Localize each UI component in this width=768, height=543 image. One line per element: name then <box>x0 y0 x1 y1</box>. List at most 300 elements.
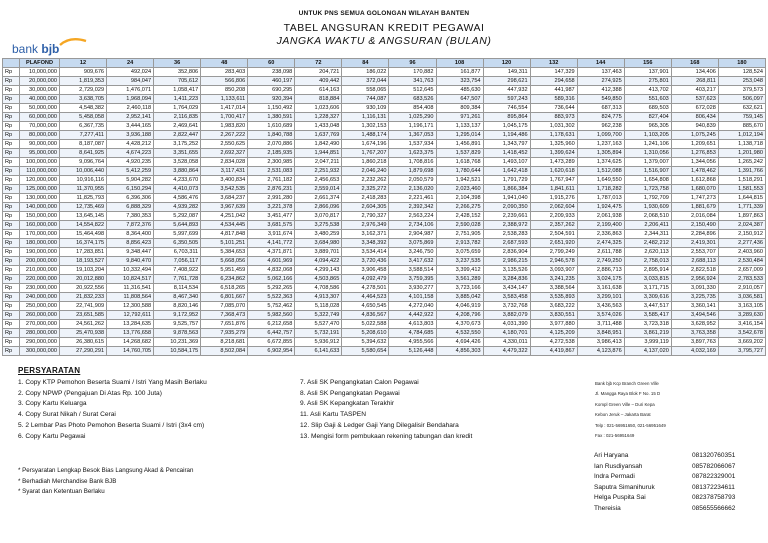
installment-cell: 4,650,545 <box>342 302 389 311</box>
installment-cell: 1,201,980 <box>718 149 765 158</box>
bank-address-block <box>595 379 666 441</box>
installment-cell: 1,305,894 <box>577 149 624 158</box>
installment-cell: 14,760,705 <box>107 347 154 356</box>
installment-cell: 558,065 <box>342 86 389 95</box>
header-term-132: 132 <box>530 59 577 68</box>
installment-cell: 1,915,276 <box>530 194 577 203</box>
installment-cell: 4,233,670 <box>154 176 201 185</box>
installment-cell: 3,906,458 <box>342 266 389 275</box>
installment-cell: 1,418,452 <box>483 149 530 158</box>
plafond-cell: 100,000,000 <box>20 158 60 167</box>
installment-cell: 3,417,632 <box>389 257 436 266</box>
header-term-156: 156 <box>624 59 671 68</box>
installment-cell: 8,218,681 <box>201 338 248 347</box>
installment-cell: 2,956,924 <box>671 275 718 284</box>
installment-cell: 1,411,223 <box>154 95 201 104</box>
installment-cell: 3,221,378 <box>248 203 295 212</box>
installment-cell: 3,447,517 <box>624 302 671 311</box>
contact-name: Saputra Simanihuruk <box>594 483 655 491</box>
table-row <box>3 248 766 257</box>
installment-cell: 8,467,340 <box>154 293 201 302</box>
installment-cell: 372,044 <box>342 77 389 86</box>
installment-cell: 460,197 <box>248 77 295 86</box>
installment-cell: 6,801,667 <box>201 293 248 302</box>
installment-cell: 597,243 <box>483 95 530 104</box>
currency-label: Rp <box>3 320 20 329</box>
table-header-row <box>3 59 766 68</box>
installment-cell: 3,684,980 <box>295 239 342 248</box>
contact-phone: 082378758793 <box>692 494 736 502</box>
installment-cell: 10,231,369 <box>154 338 201 347</box>
currency-label: Rp <box>3 275 20 284</box>
installment-cell: 1,488,174 <box>342 131 389 140</box>
installment-cell: 1,194,486 <box>483 131 530 140</box>
installment-cell: 672,028 <box>671 104 718 113</box>
requirement-item: 8. Asli SK Pengangkatan Pegawai <box>300 389 400 397</box>
currency-label: Rp <box>3 302 20 311</box>
installment-cell: 4,371,871 <box>248 248 295 257</box>
installment-cell: 15,464,498 <box>60 230 107 239</box>
installment-cell: 1,637,769 <box>295 131 342 140</box>
installment-cell: 7,085,070 <box>201 302 248 311</box>
installment-cell: 1,620,618 <box>530 167 577 176</box>
installment-cell: 537,623 <box>671 95 718 104</box>
currency-label: Rp <box>3 167 20 176</box>
installment-cell: 4,125,209 <box>530 329 577 338</box>
installment-cell: 4,532,550 <box>436 329 483 338</box>
installment-cell: 1,391,766 <box>718 167 765 176</box>
installment-cell: 614,163 <box>295 86 342 95</box>
installment-cell: 2,136,020 <box>389 185 436 194</box>
installment-cell: 1,968,094 <box>107 95 154 104</box>
installment-cell: 1,983,820 <box>201 122 248 131</box>
installment-cell: 4,046,919 <box>436 302 483 311</box>
installment-cell: 744,087 <box>342 95 389 104</box>
page-title: TABEL ANGSURAN KREDIT PEGAWAI <box>283 22 485 34</box>
installment-cell: 238,098 <box>248 68 295 77</box>
installment-cell: 4,920,235 <box>107 158 154 167</box>
plafond-cell: 110,000,000 <box>20 167 60 176</box>
installment-cell: 3,451,477 <box>248 212 295 221</box>
plafond-cell: 60,000,000 <box>20 113 60 122</box>
table-row <box>3 329 766 338</box>
installment-cell: 4,272,040 <box>389 302 436 311</box>
installment-cell: 2,403,960 <box>718 248 765 257</box>
installment-cell: 19,103,204 <box>60 266 107 275</box>
currency-label: Rp <box>3 266 20 275</box>
installment-cell: 2,456,653 <box>295 176 342 185</box>
installment-cell: 27,290,291 <box>60 347 107 356</box>
currency-label: Rp <box>3 212 20 221</box>
installment-cell: 4,613,803 <box>389 320 436 329</box>
installment-cell: 3,399,412 <box>436 266 483 275</box>
installment-cell: 3,711,488 <box>577 320 624 329</box>
bank-info-line: Jl. Mangga Raya Blok F No. 15 D <box>595 391 661 397</box>
installment-cell: 26,380,615 <box>60 338 107 347</box>
currency-label: Rp <box>3 230 20 239</box>
installment-cell: 9,172,952 <box>154 311 201 320</box>
installment-cell: 268,811 <box>671 77 718 86</box>
installment-cell: 3,542,678 <box>718 329 765 338</box>
currency-label: Rp <box>3 221 20 230</box>
installment-cell: 3,882,079 <box>483 311 530 320</box>
installment-cell: 2,550,625 <box>201 140 248 149</box>
installment-cell: 6,367,735 <box>60 122 107 131</box>
currency-label: Rp <box>3 329 20 338</box>
currency-label: Rp <box>3 185 20 194</box>
installment-cell: 4,534,445 <box>201 221 248 230</box>
installment-cell: 4,137,020 <box>624 347 671 356</box>
installment-cell: 683,526 <box>389 95 436 104</box>
installment-cell: 6,888,329 <box>107 203 154 212</box>
installment-cell: 809,384 <box>436 104 483 113</box>
requirement-item: 6. Copy Kartu Pegawai <box>18 432 86 440</box>
installment-cell: 12,300,588 <box>107 302 154 311</box>
installment-cell: 1,723,758 <box>624 185 671 194</box>
installment-cell: 5,458,058 <box>60 113 107 122</box>
installment-cell: 940,839 <box>671 122 718 131</box>
installment-cell: 25,470,938 <box>60 329 107 338</box>
installment-cell: 4,479,322 <box>483 347 530 356</box>
installment-cell: 5,126,448 <box>389 347 436 356</box>
installment-cell: 1,367,053 <box>389 131 436 140</box>
currency-label: Rp <box>3 113 20 122</box>
header-term-108: 108 <box>436 59 483 68</box>
table-row <box>3 68 766 77</box>
installment-cell: 22,741,909 <box>60 302 107 311</box>
installment-cell: 3,897,763 <box>671 338 718 347</box>
installment-cell: 3,360,141 <box>671 302 718 311</box>
installment-cell: 341,763 <box>389 77 436 86</box>
installment-cell: 4,913,307 <box>295 293 342 302</box>
installment-cell: 827,404 <box>624 113 671 122</box>
table-row <box>3 149 766 158</box>
installment-cell: 2,239,661 <box>483 212 530 221</box>
bank-info-line: Kebon Jeruk – Jakarta Barat <box>595 412 651 418</box>
installment-cell: 1,747,273 <box>671 194 718 203</box>
installment-cell: 1,792,709 <box>624 194 671 203</box>
installment-cell: 403,217 <box>671 86 718 95</box>
installment-cell: 4,123,876 <box>577 347 624 356</box>
installment-cell: 850,208 <box>201 86 248 95</box>
installment-cell: 11,825,793 <box>60 194 107 203</box>
installment-cell: 8,641,925 <box>60 149 107 158</box>
plafond-cell: 280,000,000 <box>20 329 60 338</box>
installment-cell: 1,473,289 <box>530 158 577 167</box>
requirement-item: 2. Copy NPWP (Pengajuan Di Atas Rp. 100 Juta) <box>18 389 162 397</box>
plafond-cell: 220,000,000 <box>20 275 60 284</box>
installment-cell: 3,681,575 <box>248 221 295 230</box>
installment-cell: 3,528,058 <box>154 158 201 167</box>
installment-cell: 3,542,535 <box>201 185 248 194</box>
table-row <box>3 320 766 329</box>
installment-cell: 4,856,303 <box>436 347 483 356</box>
installment-cell: 294,658 <box>530 77 577 86</box>
installment-cell: 1,791,729 <box>483 176 530 185</box>
installment-cell: 149,311 <box>483 68 530 77</box>
installment-cell: 10,824,517 <box>107 275 154 284</box>
plafond-cell: 40,000,000 <box>20 95 60 104</box>
contact-phone: 085655566662 <box>692 504 736 512</box>
installment-cell: 3,117,431 <box>201 167 248 176</box>
installment-table <box>2 58 766 356</box>
installment-cell: 2,866,096 <box>295 203 342 212</box>
installment-cell: 965,305 <box>624 122 671 131</box>
installment-cell: 2,336,863 <box>577 230 624 239</box>
installment-cell: 2,758,013 <box>624 257 671 266</box>
installment-cell: 1,612,868 <box>671 176 718 185</box>
installment-cell: 3,348,392 <box>342 239 389 248</box>
installment-cell: 3,289,630 <box>718 311 765 320</box>
installment-cell: 2,199,400 <box>577 221 624 230</box>
installment-cell: 2,357,262 <box>530 221 577 230</box>
installment-cell: 2,469,641 <box>154 122 201 131</box>
installment-cell: 689,503 <box>624 104 671 113</box>
installment-cell: 1,343,797 <box>483 140 530 149</box>
installment-cell: 3,583,458 <box>483 293 530 302</box>
installment-cell: 11,316,541 <box>107 284 154 293</box>
installment-cell: 1,344,056 <box>671 158 718 167</box>
plafond-cell: 250,000,000 <box>20 302 60 311</box>
installment-cell: 10,332,494 <box>107 266 154 275</box>
installment-cell: 1,708,816 <box>389 158 436 167</box>
installment-cell: 2,822,447 <box>154 131 201 140</box>
header-term-72: 72 <box>295 59 342 68</box>
installment-cell: 4,032,169 <box>671 347 718 356</box>
installment-cell: 7,368,473 <box>201 311 248 320</box>
installment-cell: 1,897,863 <box>718 212 765 221</box>
installment-cell: 8,187,087 <box>60 140 107 149</box>
installment-cell: 2,657,009 <box>718 266 765 275</box>
installment-cell: 7,761,728 <box>154 275 201 284</box>
installment-cell: 5,668,056 <box>201 257 248 266</box>
requirement-item: 4. Copy Surat Nikah / Surat Cerai <box>18 411 116 419</box>
installment-cell: 7,935,279 <box>201 329 248 338</box>
installment-cell: 134,406 <box>671 68 718 77</box>
installment-cell: 1,642,418 <box>483 167 530 176</box>
installment-cell: 352,806 <box>154 68 201 77</box>
installment-cell: 2,418,283 <box>342 194 389 203</box>
installment-cell: 4,784,685 <box>389 329 436 338</box>
installment-cell: 5,384,653 <box>201 248 248 257</box>
plafond-cell: 230,000,000 <box>20 284 60 293</box>
plafond-cell: 170,000,000 <box>20 230 60 239</box>
installment-cell: 3,534,414 <box>342 248 389 257</box>
plafond-cell: 10,000,000 <box>20 68 60 77</box>
installment-cell: 759,145 <box>718 113 765 122</box>
requirements-title: PERSYARATAN <box>18 366 81 375</box>
installment-cell: 4,299,143 <box>295 266 342 275</box>
currency-label: Rp <box>3 140 20 149</box>
installment-cell: 128,524 <box>718 68 765 77</box>
currency-label: Rp <box>3 158 20 167</box>
plafond-cell: 120,000,000 <box>20 176 60 185</box>
installment-cell: 2,150,490 <box>671 221 718 230</box>
installment-cell: 7,872,376 <box>107 221 154 230</box>
installment-cell: 3,480,259 <box>295 230 342 239</box>
installment-cell: 2,749,250 <box>577 257 624 266</box>
plafond-cell: 240,000,000 <box>20 293 60 302</box>
installment-cell: 186,022 <box>342 68 389 77</box>
table-row <box>3 104 766 113</box>
installment-cell: 3,638,705 <box>60 95 107 104</box>
installment-cell: 3,848,951 <box>577 329 624 338</box>
installment-cell: 3,284,836 <box>483 275 530 284</box>
installment-cell: 11,370,955 <box>60 185 107 194</box>
installment-cell: 1,842,490 <box>295 140 342 149</box>
table-row <box>3 140 766 149</box>
installment-cell: 3,171,715 <box>624 284 671 293</box>
installment-cell: 2,687,593 <box>483 239 530 248</box>
installment-cell: 161,877 <box>436 68 483 77</box>
installment-cell: 3,880,864 <box>154 167 201 176</box>
installment-cell: 1,841,611 <box>530 185 577 194</box>
plafond-cell: 70,000,000 <box>20 122 60 131</box>
installment-cell: 5,208,610 <box>342 329 389 338</box>
installment-cell: 6,212,658 <box>248 320 295 329</box>
installment-cell: 920,394 <box>248 95 295 104</box>
installment-cell: 2,388,972 <box>483 221 530 230</box>
table-row <box>3 86 766 95</box>
contact-phone: 081320760351 <box>692 452 736 459</box>
installment-cell: 4,101,158 <box>389 293 436 302</box>
installment-cell: 3,175,252 <box>154 140 201 149</box>
installment-cell: 2,734,106 <box>389 221 436 230</box>
header-term-36: 36 <box>154 59 201 68</box>
currency-label: Rp <box>3 203 20 212</box>
installment-cell: 4,141,772 <box>248 239 295 248</box>
installment-cell: 3,162,371 <box>342 230 389 239</box>
installment-cell: 137,463 <box>577 68 624 77</box>
installment-cell: 1,780,644 <box>436 167 483 176</box>
installment-cell: 1,417,014 <box>201 104 248 113</box>
installment-cell: 1,456,891 <box>436 140 483 149</box>
plafond-cell: 150,000,000 <box>20 212 60 221</box>
installment-cell: 2,590,028 <box>436 221 483 230</box>
currency-label: Rp <box>3 86 20 95</box>
plafond-cell: 180,000,000 <box>20 239 60 248</box>
bank-info-line: Fax : 021-56951649 <box>595 433 635 439</box>
plafond-cell: 50,000,000 <box>20 104 60 113</box>
installment-cell: 3,246,750 <box>389 248 436 257</box>
installment-cell: 2,344,311 <box>624 230 671 239</box>
installment-cell: 2,428,152 <box>436 212 483 221</box>
plafond-cell: 300,000,000 <box>20 347 60 356</box>
installment-cell: 1,433,048 <box>295 122 342 131</box>
installment-cell: 1,265,242 <box>718 158 765 167</box>
plafond-cell: 80,000,000 <box>20 131 60 140</box>
installment-cell: 962,238 <box>577 122 624 131</box>
contact-phone: 085782066067 <box>692 462 736 470</box>
installment-cell: 2,016,084 <box>671 212 718 221</box>
installment-cell: 3,669,202 <box>718 338 765 347</box>
installment-cell: 4,419,867 <box>530 347 577 356</box>
installment-cell: 1,924,475 <box>577 203 624 212</box>
currency-label: Rp <box>3 131 20 140</box>
installment-cell: 1,944,851 <box>295 149 342 158</box>
installment-cell: 8,364,400 <box>107 230 154 239</box>
header-term-96: 96 <box>389 59 436 68</box>
installment-cell: 5,527,470 <box>295 320 342 329</box>
table-row <box>3 311 766 320</box>
installment-cell: 2,604,305 <box>342 203 389 212</box>
installment-cell: 5,982,560 <box>248 311 295 320</box>
installment-cell: 3,494,546 <box>671 311 718 320</box>
installment-cell: 2,504,591 <box>530 230 577 239</box>
installment-cell: 2,062,604 <box>530 203 577 212</box>
table-row <box>3 194 766 203</box>
contact-row <box>594 504 768 515</box>
installment-cell: 1,399,624 <box>530 149 577 158</box>
installment-cell: 2,185,935 <box>248 149 295 158</box>
currency-label: Rp <box>3 257 20 266</box>
installment-cell: 1,374,625 <box>577 158 624 167</box>
requirement-item: 1. Copy KTP Pemohon Beserta Suami / Istri Yang Masih Berlaku <box>18 379 207 386</box>
requirement-item: 5. 2 Lembar Pas Photo Pemohon Beserta Suami / Istri (3x4 cm) <box>18 421 205 429</box>
installment-cell: 170,882 <box>389 68 436 77</box>
table-row <box>3 77 766 86</box>
installment-cell: 492,024 <box>107 68 154 77</box>
installment-cell: 2,904,987 <box>389 230 436 239</box>
installment-cell: 3,628,952 <box>671 320 718 329</box>
installment-cell: 4,817,848 <box>201 230 248 239</box>
installment-cell: 3,759,395 <box>389 275 436 284</box>
installment-cell: 1,649,550 <box>577 176 624 185</box>
currency-label: Rp <box>3 338 20 347</box>
contact-phone: 087822329001 <box>692 473 736 481</box>
installment-cell: 2,068,510 <box>624 212 671 221</box>
installment-cell: 412,388 <box>577 86 624 95</box>
installment-cell: 3,135,526 <box>483 266 530 275</box>
installment-cell: 2,104,398 <box>436 194 483 203</box>
installment-cell: 2,267,222 <box>201 131 248 140</box>
installment-cell: 2,910,057 <box>718 284 765 293</box>
installment-cell: 447,932 <box>483 86 530 95</box>
logo-swoosh-icon <box>58 36 88 48</box>
table-row <box>3 176 766 185</box>
installment-cell: 2,251,932 <box>295 167 342 176</box>
installment-cell: 5,997,699 <box>154 230 201 239</box>
installment-cell: 1,058,417 <box>154 86 201 95</box>
installment-cell: 1,610,689 <box>248 122 295 131</box>
installment-cell: 2,232,262 <box>342 176 389 185</box>
installment-cell: 2,790,327 <box>342 212 389 221</box>
installment-cell: 1,045,175 <box>483 122 530 131</box>
plafond-cell: 125,000,000 <box>20 185 60 194</box>
installment-cell: 2,799,249 <box>530 248 577 257</box>
installment-cell: 6,150,294 <box>107 185 154 194</box>
logo-brand: bjb <box>41 42 60 56</box>
installment-cell: 7,408,922 <box>154 266 201 275</box>
installment-cell: 4,832,068 <box>248 266 295 275</box>
installment-cell: 824,775 <box>577 113 624 122</box>
installment-cell: 3,588,514 <box>389 266 436 275</box>
requirement-item: 13. Mengisi form pembukaan rekening tabungan dan kredit <box>300 432 473 440</box>
note-item: * Berhadiah Merchandise Bank BJB <box>18 477 117 485</box>
header-subtitle: UNTUK PNS SEMUA GOLONGAN WILAYAH BANTEN <box>298 10 470 17</box>
installment-cell: 3,795,727 <box>718 347 765 356</box>
currency-label: Rp <box>3 347 20 356</box>
table-row <box>3 347 766 356</box>
installment-cell: 2,688,113 <box>671 257 718 266</box>
installment-cell: 818,884 <box>295 95 342 104</box>
installment-cell: 1,700,417 <box>201 113 248 122</box>
table-row <box>3 122 766 131</box>
installment-cell: 885,670 <box>718 122 765 131</box>
installment-cell: 3,977,880 <box>530 320 577 329</box>
installment-cell: 6,234,862 <box>201 275 248 284</box>
installment-cell: 971,261 <box>436 113 483 122</box>
